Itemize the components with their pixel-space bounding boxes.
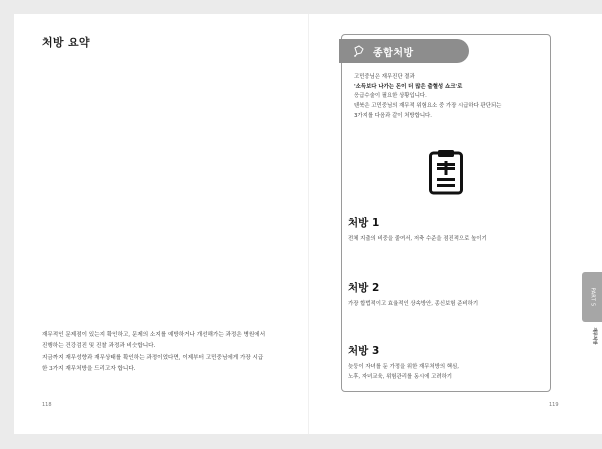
prescription-2-text: 가장 합법적이고 효율적인 상속방안, 종신보험 준비하기 — [348, 301, 479, 307]
intro-line-2: '소득보다 나가는 돈이 더 많은 출혈성 쇼크'로 — [354, 83, 463, 90]
medical-clipboard-icon — [429, 149, 463, 195]
intro-line-5: 3가지를 다음과 같이 처방합니다. — [354, 112, 432, 119]
side-section-label: 재무처방 — [591, 327, 596, 345]
section-side-label — [590, 326, 598, 346]
side-tab-label: PART 5 — [589, 287, 596, 307]
prescription-3 — [348, 343, 546, 382]
body-text — [42, 330, 268, 376]
part-side-tab — [582, 272, 602, 322]
box-title: 종합처방 — [373, 47, 414, 59]
intro-line-4: 텐북은 고민중님의 재무적 위험요소 중 가장 시급하다 판단되는 — [354, 103, 502, 110]
intro-line-3: 응급수술이 필요한 상황입니다. — [354, 93, 427, 100]
page-number-left: 118 — [42, 402, 52, 408]
prescription-3-line-1: 늦둥이 자녀를 둔 가정을 위한 재무처방의 핵심, — [348, 364, 459, 370]
page-number-right: 119 — [549, 402, 559, 408]
prescription-3-title: 처방 3 — [348, 345, 380, 357]
page-title: 처방 요약 — [42, 36, 90, 49]
prescription-1-title: 처방 1 — [348, 217, 380, 229]
prescription-3-text — [348, 362, 546, 382]
prescription-1 — [348, 215, 546, 244]
body-paragraph-2: 지금까지 재무성향과 재무상태를 확인하는 과정이었다면, 이제부터 고민중님에게 가장 시급한 3가지 재무처방을 드리고자 합니다. — [42, 355, 264, 372]
prescription-2-title: 처방 2 — [348, 282, 380, 294]
prescription-2 — [348, 280, 546, 309]
prescription-box — [341, 34, 551, 392]
hand-bell-icon — [353, 45, 365, 57]
box-header — [339, 39, 469, 63]
prescription-1-text: 전체 지출의 비중을 줄여서, 저축 수준을 점진적으로 높이기 — [348, 236, 487, 242]
body-paragraph-1: 재무적인 문제점이 있는지 확인하고, 문제의 소지를 예방하거나 개선해가는 과정은 병원에서 진행하는 건강검진 및 진찰 과정과 비슷합니다. — [42, 332, 266, 349]
right-page — [308, 14, 602, 434]
book-spread — [14, 14, 602, 434]
intro-line-1: 고민중님은 재무진단 결과 — [354, 74, 415, 80]
prescription-3-line-2: 노후, 자녀교육, 위험관리를 동시에 고려하기 — [348, 374, 453, 380]
intro-text — [354, 73, 544, 122]
left-page — [14, 14, 308, 434]
